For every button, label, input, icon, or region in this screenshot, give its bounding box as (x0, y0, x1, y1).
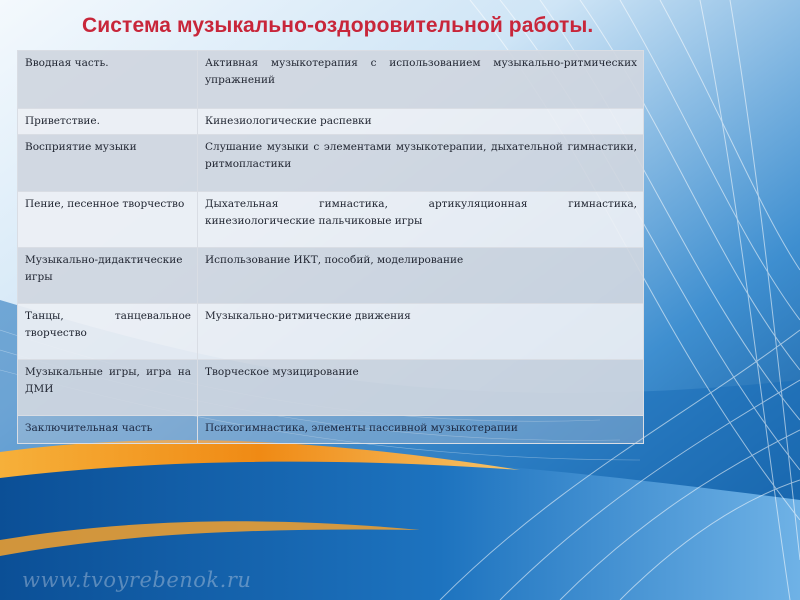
table-row (18, 109, 644, 135)
table-row (18, 360, 644, 416)
stage-cell: Заключительная часть (18, 416, 198, 444)
stage-cell: Пение, песенное творчество (18, 192, 198, 248)
content-cell: Слушание музыки с элементами музыкотерапии, дыхательной гимнастики, ритмопластики (198, 135, 644, 192)
stage-cell: Музыкально-дидактические игры (18, 248, 198, 304)
slide-title: Система музыкально-оздоровительной работы. (82, 14, 594, 37)
stage-cell: Музыкальные игры, игра на ДМИ (18, 360, 198, 416)
stage-cell: Танцы, танцевальное творчество (18, 304, 198, 360)
music-work-table (17, 50, 644, 444)
table-row (18, 416, 644, 444)
content-cell: Психогимнастика, элементы пассивной музыкотерапии (198, 416, 644, 444)
table-row (18, 51, 644, 109)
table-row (18, 304, 644, 360)
content-cell: Музыкально-ритмические движения (198, 304, 644, 360)
site-watermark: www.tvoyrebenok.ru (22, 568, 252, 592)
table-row (18, 192, 644, 248)
content-cell: Использование ИКТ, пособий, моделирование (198, 248, 644, 304)
stage-cell: Вводная часть. (18, 51, 198, 109)
table-row (18, 135, 644, 192)
stage-cell: Восприятие музыки (18, 135, 198, 192)
content-cell: Творческое музицирование (198, 360, 644, 416)
content-cell: Активная музыкотерапия с использованием музыкально-ритмических упражнений (198, 51, 644, 109)
table-row (18, 248, 644, 304)
content-cell: Дыхательная гимнастика, артикуляционная гимнастика, кинезиологические пальчиковые игры (198, 192, 644, 248)
content-cell: Кинезиологические распевки (198, 109, 644, 135)
stage-cell: Приветствие. (18, 109, 198, 135)
